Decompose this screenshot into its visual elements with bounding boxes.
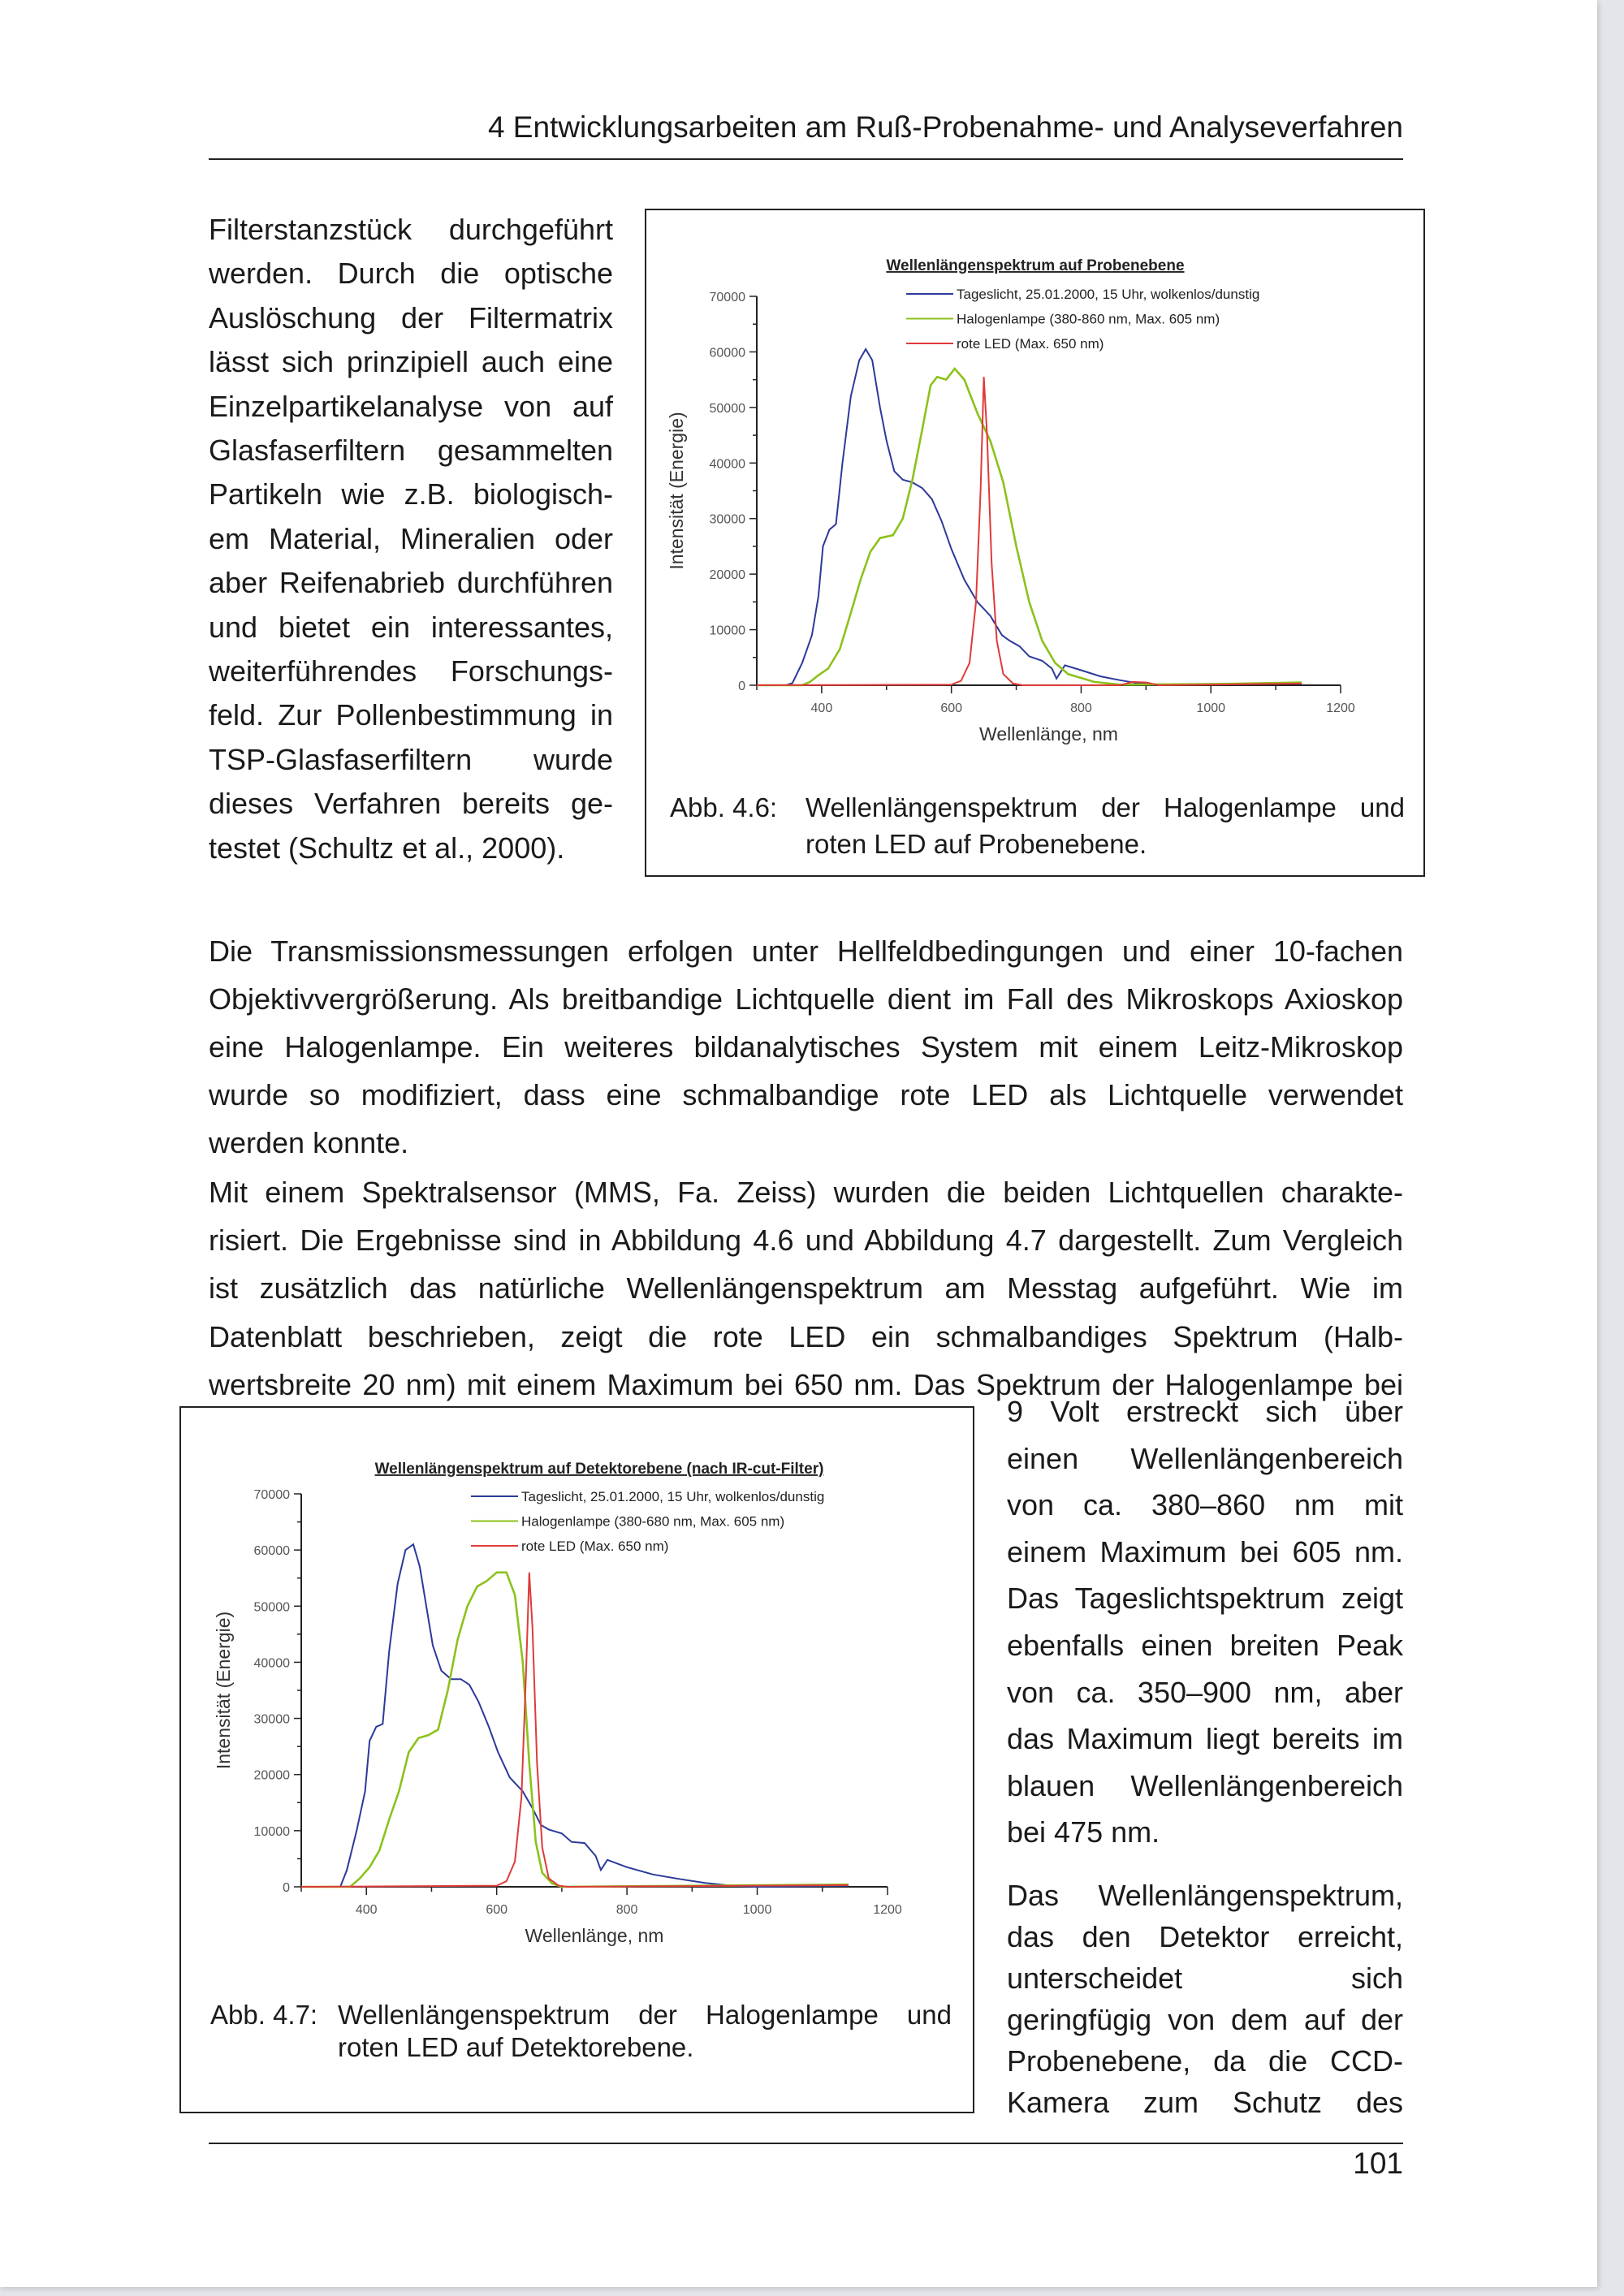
y-tick-label: 50000 — [253, 1600, 290, 1615]
y-tick-label: 40000 — [709, 457, 745, 472]
text-line: geringfügig von dem auf der — [1007, 2003, 1403, 2036]
text-line: wurde so modifiziert, dass eine schmalbandige rote LED als Lichtquelle verwendet — [209, 1078, 1403, 1111]
figure-caption-label: Abb. 4.6: — [670, 792, 778, 822]
x-tick-label: 1000 — [1196, 701, 1226, 715]
text-line: Kamera zum Schutz des — [1007, 2086, 1403, 2119]
y-axis-label: Intensität (Energie) — [666, 412, 687, 570]
x-tick-label: 400 — [810, 701, 833, 715]
y-axis-label: Intensität (Energie) — [213, 1611, 234, 1770]
legend-entry: rote LED (Max. 650 nm) — [957, 336, 1104, 352]
y-tick-label: 0 — [283, 1881, 290, 1895]
text-line: Die Transmissionsmessungen erfolgen unter Hellfeldbedingungen und einer 10-fachen — [209, 934, 1403, 968]
legend-entry: Halogenlampe (380-680 nm, Max. 605 nm) — [521, 1513, 785, 1530]
x-tick-label: 400 — [355, 1903, 378, 1917]
header-rule — [209, 158, 1403, 160]
x-axis-label: Wellenlänge, nm — [979, 723, 1118, 744]
text-line: feld. Zur Pollenbestimmung in — [209, 698, 613, 732]
y-tick-label: 50000 — [709, 401, 745, 416]
y-tick-label: 60000 — [709, 346, 745, 360]
y-tick-label: 40000 — [253, 1656, 290, 1671]
text-line: Objektivvergrößerung. Als breitbandige Lichtquelle dient im Fall des Mikroskops Axioskop — [209, 982, 1403, 1016]
y-tick-label: 20000 — [253, 1768, 290, 1783]
text-line: und bietet ein interessantes, — [209, 610, 613, 644]
legend-entry: Tageslicht, 25.01.2000, 15 Uhr, wolkenlos/dunstig — [521, 1489, 825, 1504]
text-line: einem Maximum bei 605 nm. — [1007, 1534, 1403, 1569]
text-line: Probenebene, da die CCD- — [1007, 2044, 1403, 2078]
text-line: blauen Wellenlängenbereich — [1007, 1768, 1403, 1802]
y-tick-label: 20000 — [709, 568, 745, 583]
figure-caption-line2: roten LED auf Probenebene. — [806, 829, 1147, 859]
text-line: eine Halogenlampe. Ein weiteres bildanalytisches System mit einem Leitz-Mikroskop — [209, 1030, 1403, 1064]
y-tick-label: 0 — [738, 680, 745, 693]
text-line: Das Tageslichtspektrum zeigt — [1007, 1582, 1403, 1616]
text-line: von ca. 380–860 nm mit — [1007, 1488, 1403, 1522]
text-line: Mit einem Spektralsensor (MMS, Fa. Zeiss) wurden die beiden Lichtquellen charakte- — [209, 1176, 1403, 1209]
text-line: das Maximum liegt bereits im — [1007, 1722, 1403, 1756]
legend-entry: Tageslicht, 25.01.2000, 15 Uhr, wolkenlos/dunstig — [957, 287, 1260, 302]
x-tick-label: 800 — [615, 1903, 638, 1917]
text-line: ebenfalls einen breiten Peak — [1007, 1629, 1403, 1662]
text-line: das den Detektor erreicht, — [1007, 1920, 1403, 1953]
text-line: Filterstanzstück durchgeführt — [209, 213, 613, 246]
chart-detektorebene — [179, 1406, 974, 1974]
text-line: ist zusätzlich das natürliche Wellenlängenspektrum am Messtag aufgeführt. Wie im — [209, 1271, 1403, 1306]
text-line: Auslöschung der Filtermatrix — [209, 300, 613, 334]
chart-title: Wellenlängenspektrum auf Detektorebene (nach IR-cut-Filter) — [374, 1461, 824, 1478]
y-tick-label: 70000 — [709, 291, 745, 304]
text-line: werden. Durch die optische — [209, 257, 613, 291]
figure-caption-line1: Wellenlängenspektrum der Halogenlampe und — [338, 2000, 952, 2030]
y-tick-label: 30000 — [253, 1712, 290, 1727]
x-tick-label: 600 — [486, 1903, 508, 1917]
figure-4-6 — [645, 209, 1425, 877]
x-tick-label: 1200 — [1326, 701, 1355, 715]
page-number: 101 — [1353, 2147, 1403, 2180]
text-line: TSP-Glasfaserfiltern wurde — [209, 742, 613, 776]
text-line: Partikeln wie z.B. biologisch- — [209, 477, 613, 511]
x-tick-label: 1000 — [742, 1903, 772, 1917]
figure-caption-line1: Wellenlängenspektrum der Halogenlampe und — [806, 792, 1405, 822]
text-line: unterscheidet sich — [1007, 1962, 1403, 1995]
text-line: Einzelpartikelanalyse von auf — [209, 389, 613, 423]
figure-4-7 — [179, 1406, 974, 2113]
text-line: lässt sich prinzipiell auch eine — [209, 345, 613, 379]
text-line: Datenblatt beschrieben, zeigt die rote LED ein schmalbandiges Spektrum (Halb- — [209, 1319, 1403, 1353]
legend-entry: Halogenlampe (380-860 nm, Max. 605 nm) — [957, 311, 1220, 327]
text-line: wertsbreite 20 nm) mit einem Maximum bei 650 nm. Das Spektrum der Halogenlampe bei — [209, 1367, 1403, 1401]
text-line: weiterführendes Forschungs- — [209, 654, 613, 688]
text-line: risiert. Die Ergebnisse sind in Abbildung 4.6 und Abbildung 4.7 dargestellt. Zum Vergleich — [209, 1224, 1403, 1258]
text-line: aber Reifenabrieb durchführen — [209, 566, 613, 600]
text-line: Das Wellenlängenspektrum, — [1007, 1879, 1403, 1912]
legend-entry: rote LED (Max. 650 nm) — [521, 1539, 669, 1554]
y-tick-label: 70000 — [253, 1488, 290, 1502]
series-line-0 — [757, 349, 1302, 685]
chart-probenebene — [645, 209, 1425, 761]
text-line: 9 Volt erstreckt sich über — [1007, 1395, 1403, 1428]
text-line: testet (Schultz et al., 2000). — [209, 831, 565, 865]
text-line: bei 475 nm. — [1007, 1815, 1160, 1849]
text-line: Glasfaserfiltern gesammelten — [209, 434, 613, 467]
x-axis-label: Wellenlänge, nm — [525, 1925, 664, 1946]
y-tick-label: 60000 — [253, 1544, 290, 1559]
y-tick-label: 10000 — [253, 1824, 290, 1839]
text-line: werden konnte. — [209, 1126, 409, 1159]
figure-caption-line2: roten LED auf Detektorebene. — [338, 2032, 694, 2062]
series-line-2 — [757, 377, 1302, 685]
series-line-1 — [757, 369, 1302, 685]
x-tick-label: 600 — [940, 701, 963, 715]
x-tick-label: 1200 — [873, 1903, 902, 1917]
figure-caption-label: Abb. 4.7: — [210, 2000, 318, 2030]
footer-rule — [209, 2143, 1403, 2144]
text-line: dieses Verfahren bereits ge- — [209, 787, 613, 821]
text-line: em Material, Mineralien oder — [209, 521, 613, 555]
text-line: von ca. 350–900 nm, aber — [1007, 1675, 1403, 1709]
chart-title: Wellenlängenspektrum auf Probenebene — [886, 257, 1185, 274]
series-line-1 — [301, 1573, 849, 1887]
text-line: einen Wellenlängenbereich — [1007, 1441, 1403, 1475]
running-header: 4 Entwicklungsarbeiten am Ruß-Probenahme- und Analyseverfahren — [487, 110, 1403, 144]
y-tick-label: 30000 — [709, 512, 745, 527]
y-tick-label: 10000 — [709, 624, 745, 638]
x-tick-label: 800 — [1070, 701, 1092, 715]
